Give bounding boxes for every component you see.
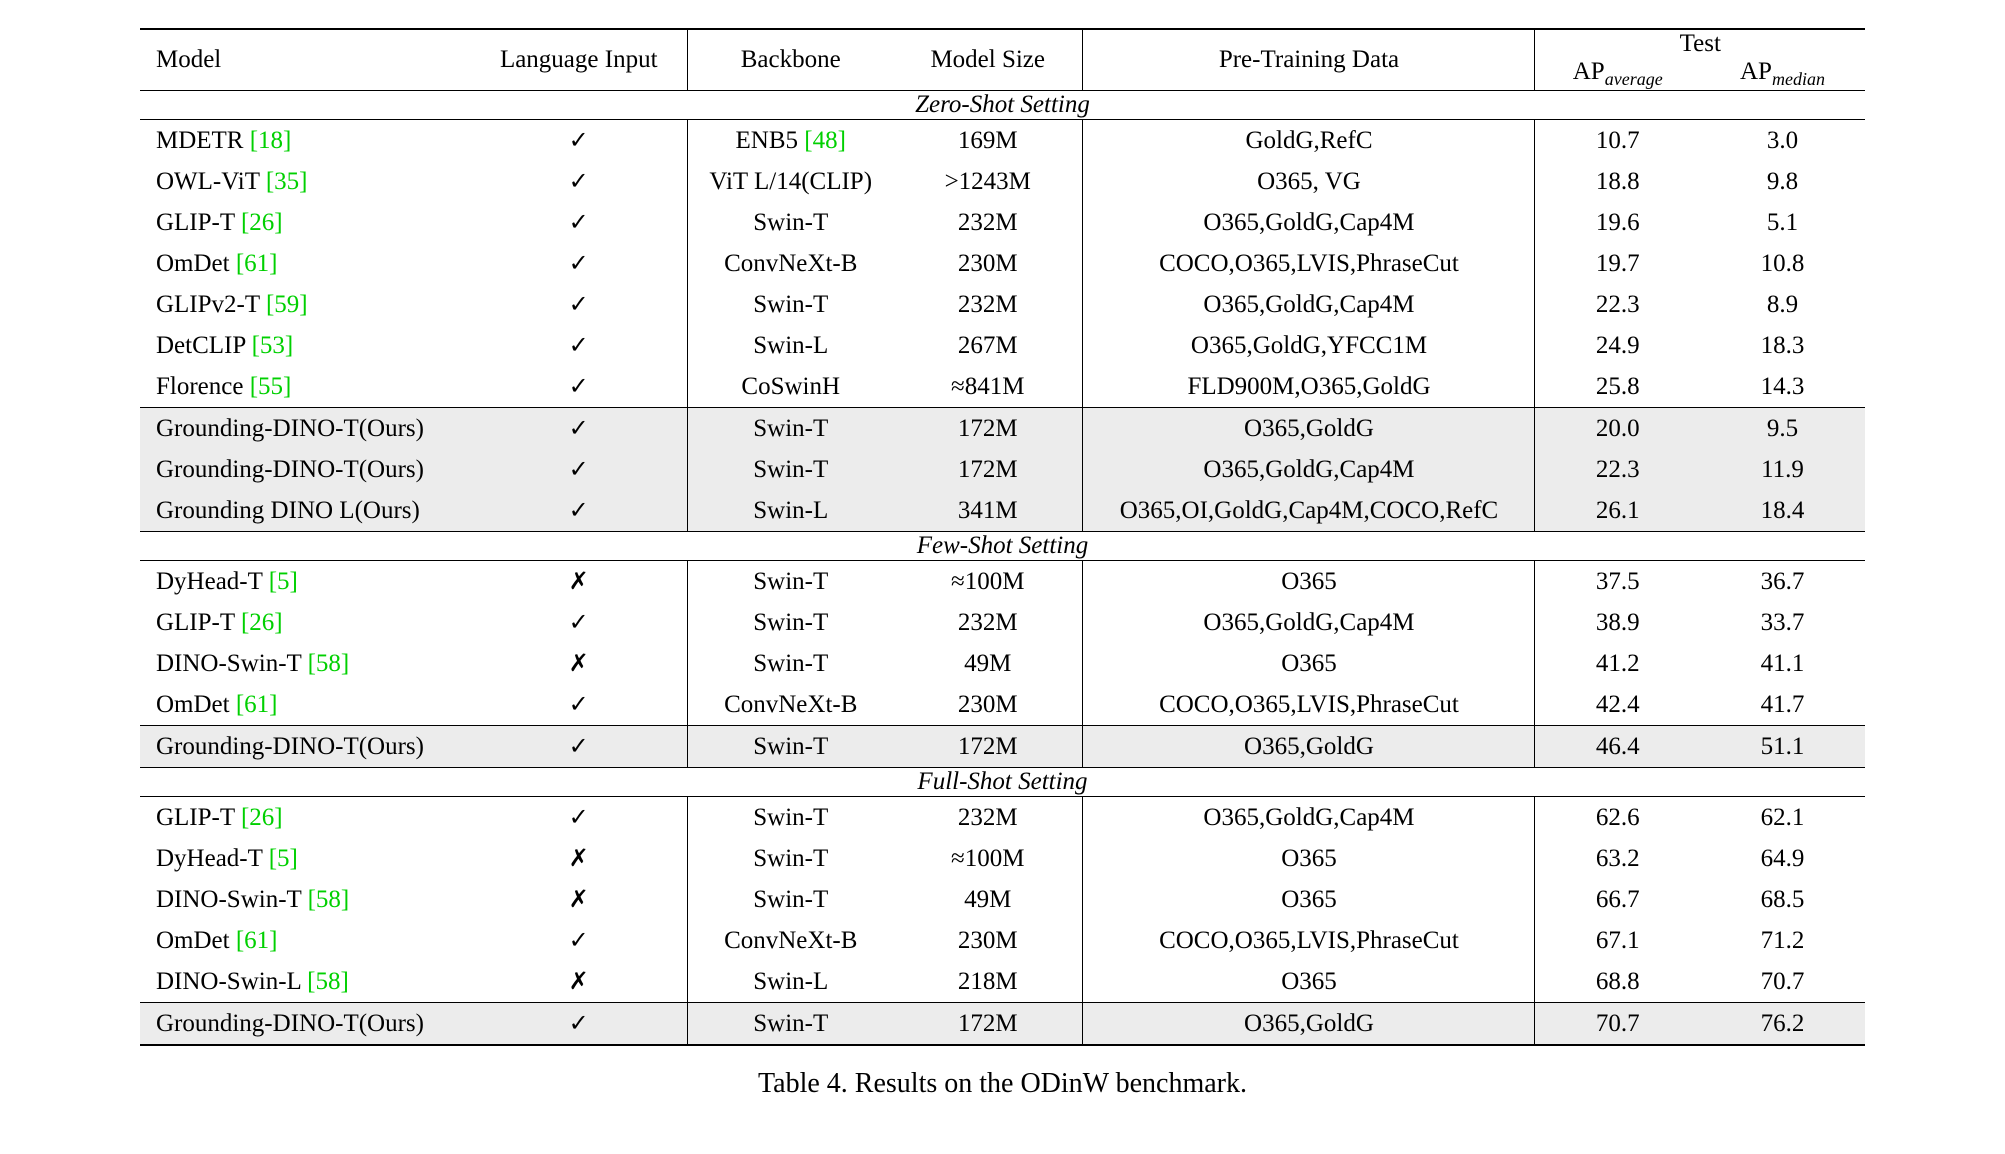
cell-model-size: 172M <box>893 726 1083 768</box>
cell-backbone: Swin-T <box>688 408 893 450</box>
cell-ap-median: 8.9 <box>1766 290 1799 318</box>
table-row <box>140 920 1865 961</box>
cell-ap-median: 18.3 <box>1760 331 1805 359</box>
cell-language-input <box>470 961 688 1003</box>
table-row <box>140 120 1865 162</box>
cell-pretraining-data: COCO,O365,LVIS,PhraseCut <box>1083 243 1535 284</box>
cell-pretraining-data: O365 <box>1083 561 1535 603</box>
cross-icon: ✗ <box>568 846 589 872</box>
table-row <box>140 325 1865 366</box>
cross-icon: ✗ <box>568 569 589 595</box>
cell-model: GLIPv2-T [59] <box>155 290 308 318</box>
cell-ap-average: 68.8 <box>1535 961 1700 1003</box>
cell-language-input <box>470 684 688 726</box>
cell-backbone: Swin-T <box>688 643 893 684</box>
cell-backbone: Swin-L <box>688 490 893 532</box>
check-icon: ✓ <box>568 692 589 718</box>
cell-language-input <box>470 797 688 839</box>
cell-language-input <box>470 120 688 162</box>
cell-language-input <box>470 1003 688 1045</box>
cell-ap-average: 25.8 <box>1535 366 1700 408</box>
cell-backbone: CoSwinH <box>688 366 893 408</box>
cell-ap-median: 62.1 <box>1700 797 1865 839</box>
cell-pretraining-data: O365,GoldG,Cap4M <box>1083 602 1535 643</box>
cell-ap-average: 18.8 <box>1535 161 1700 202</box>
table-row <box>140 243 1865 284</box>
cell-model: GLIP-T [26] <box>155 608 283 636</box>
check-icon: ✓ <box>568 928 589 954</box>
cell-ap-median: 64.9 <box>1760 844 1805 872</box>
cell-backbone: Swin-T <box>688 838 893 879</box>
cell-language-input <box>470 161 688 202</box>
cell-model-size: 49M <box>964 885 1012 913</box>
cell-backbone: Swin-T <box>688 284 893 325</box>
cell-ap-average: 66.7 <box>1535 879 1700 920</box>
cell-language-input <box>470 284 688 325</box>
table-header-row <box>140 29 1865 58</box>
cell-pretraining-data: O365 <box>1083 879 1535 920</box>
cell-ap-average: 42.4 <box>1535 684 1700 726</box>
cell-model-size: 169M <box>893 120 1083 162</box>
cell-ap-median: 33.7 <box>1760 608 1805 636</box>
table-row <box>140 366 1865 408</box>
cell-backbone: ConvNeXt-B <box>688 920 893 961</box>
cell-ap-average: 20.0 <box>1535 408 1700 450</box>
check-icon: ✓ <box>568 610 589 636</box>
cell-ap-average: 19.6 <box>1535 202 1700 243</box>
cell-pretraining-data: O365,GoldG,Cap4M <box>1083 284 1535 325</box>
cell-model: DINO-Swin-T [58] <box>155 649 350 677</box>
cell-backbone: Swin-T <box>688 202 893 243</box>
cell-model: Grounding-DINO-T(Ours) <box>140 449 470 490</box>
cell-ap-median: 3.0 <box>1700 120 1865 162</box>
check-icon: ✓ <box>568 292 589 318</box>
cell-model-size: ≈100M <box>951 844 1025 872</box>
cell-pretraining-data: O365,GoldG <box>1083 1003 1535 1045</box>
check-icon: ✓ <box>568 805 589 831</box>
cell-ap-average: 67.1 <box>1535 920 1700 961</box>
table-row <box>140 961 1865 1003</box>
check-icon: ✓ <box>568 251 589 277</box>
cell-model: DetCLIP [53] <box>155 331 294 359</box>
cell-ap-median: 18.4 <box>1700 490 1865 532</box>
cell-language-input <box>470 408 688 450</box>
cell-pretraining-data: O365 <box>1083 838 1535 879</box>
cell-model: MDETR [18] <box>140 120 470 162</box>
cell-language-input <box>470 879 688 920</box>
check-icon: ✓ <box>568 333 589 359</box>
cell-pretraining-data: O365,GoldG,YFCC1M <box>1083 325 1535 366</box>
cell-language-input <box>470 449 688 490</box>
cell-language-input <box>470 202 688 243</box>
section-title: Full-Shot Setting <box>140 768 1865 797</box>
cell-ap-average: 37.5 <box>1535 561 1700 603</box>
table-row <box>140 602 1865 643</box>
table-row <box>140 797 1865 839</box>
cell-ap-median: 36.7 <box>1700 561 1865 603</box>
cell-backbone: Swin-T <box>688 561 893 603</box>
table-row <box>140 1003 1865 1045</box>
table-row <box>140 202 1865 243</box>
cell-model-size: 172M <box>893 1003 1083 1045</box>
cell-model: OmDet [61] <box>155 926 278 954</box>
section-header-row <box>140 768 1865 797</box>
cell-backbone: Swin-T <box>688 449 893 490</box>
cell-model: Grounding-DINO-T(Ours) <box>140 726 470 768</box>
cell-model: GLIP-T [26] <box>155 208 283 236</box>
cell-pretraining-data: GoldG,RefC <box>1083 120 1535 162</box>
cell-ap-median: 11.9 <box>1700 449 1865 490</box>
table-bottom-rule <box>140 1044 1865 1045</box>
table-row <box>140 449 1865 490</box>
check-icon: ✓ <box>568 1011 589 1037</box>
table-row <box>140 838 1865 879</box>
check-icon: ✓ <box>568 457 589 483</box>
check-icon: ✓ <box>568 210 589 236</box>
cell-backbone: ENB5 [48] <box>688 120 893 162</box>
cell-backbone: Swin-T <box>688 726 893 768</box>
cell-pretraining-data: O365,GoldG,Cap4M <box>1083 797 1535 839</box>
cell-model-size: 267M <box>957 331 1018 359</box>
cell-model: Florence [55] <box>155 372 292 400</box>
cell-ap-median: 71.2 <box>1760 926 1805 954</box>
results-table-body <box>140 29 1865 1045</box>
results-table <box>140 28 1865 1046</box>
cell-pretraining-data: O365 <box>1083 643 1535 684</box>
cell-pretraining-data: FLD900M,O365,GoldG <box>1083 366 1535 408</box>
header-backbone: Backbone <box>688 29 893 91</box>
cell-language-input <box>470 920 688 961</box>
cell-ap-average: 10.7 <box>1535 120 1700 162</box>
cell-model: Grounding-DINO-T(Ours) <box>140 1003 470 1045</box>
table-row <box>140 879 1865 920</box>
table-row <box>140 408 1865 450</box>
cell-ap-median: 5.1 <box>1766 208 1799 236</box>
cell-backbone: Swin-L <box>688 961 893 1003</box>
cell-ap-median: 76.2 <box>1700 1003 1865 1045</box>
cell-language-input <box>470 366 688 408</box>
table-row <box>140 561 1865 603</box>
cell-model-size: ≈841M <box>951 372 1025 400</box>
cell-model: Grounding DINO L(Ours) <box>140 490 470 532</box>
cell-ap-average: 24.9 <box>1535 325 1700 366</box>
header-model-size: Model Size <box>893 29 1083 91</box>
cell-language-input <box>470 561 688 603</box>
cell-ap-average: 62.6 <box>1535 797 1700 839</box>
section-title: Few-Shot Setting <box>140 532 1865 561</box>
cell-pretraining-data: COCO,O365,LVIS,PhraseCut <box>1083 684 1535 726</box>
cell-model: GLIP-T [26] <box>140 797 470 839</box>
table-row <box>140 726 1865 768</box>
header-pretraining-data: Pre-Training Data <box>1083 29 1535 91</box>
cell-ap-median: 70.7 <box>1760 967 1805 995</box>
table-row <box>140 643 1865 684</box>
cell-pretraining-data: O365,GoldG <box>1083 726 1535 768</box>
cell-model: DyHead-T [5] <box>140 561 470 603</box>
cell-language-input <box>470 602 688 643</box>
cell-ap-median: 9.5 <box>1700 408 1865 450</box>
cell-ap-median: 41.1 <box>1760 649 1805 677</box>
section-title: Zero-Shot Setting <box>140 91 1865 120</box>
cell-ap-median: 14.3 <box>1760 372 1805 400</box>
cell-backbone: Swin-T <box>688 797 893 839</box>
cell-language-input <box>470 838 688 879</box>
cross-icon: ✗ <box>568 651 589 677</box>
check-icon: ✓ <box>568 734 589 760</box>
cell-model-size: 218M <box>957 967 1018 995</box>
cell-model-size: 230M <box>957 690 1018 718</box>
cross-icon: ✗ <box>568 969 589 995</box>
cell-model-size: 230M <box>957 249 1018 277</box>
cell-pretraining-data: O365,GoldG,Cap4M <box>1083 449 1535 490</box>
cell-model-size: 341M <box>893 490 1083 532</box>
cell-model-size: 232M <box>957 290 1018 318</box>
table-row <box>140 284 1865 325</box>
cell-model-size: 232M <box>957 208 1018 236</box>
cell-model: DINO-Swin-L [58] <box>155 967 349 995</box>
table-row <box>140 161 1865 202</box>
cell-backbone: Swin-T <box>688 1003 893 1045</box>
cell-backbone: ConvNeXt-B <box>688 684 893 726</box>
cell-backbone: ConvNeXt-B <box>688 243 893 284</box>
cell-ap-median: 9.8 <box>1766 167 1799 195</box>
cell-model: DyHead-T [5] <box>155 844 298 872</box>
cell-language-input <box>470 726 688 768</box>
cell-ap-average: 26.1 <box>1535 490 1700 532</box>
cell-model-size: 232M <box>893 797 1083 839</box>
cell-pretraining-data: O365 <box>1083 961 1535 1003</box>
header-test-group: Test <box>1535 29 1865 58</box>
header-language-input: Language Input <box>470 29 688 91</box>
cell-language-input <box>470 243 688 284</box>
cell-pretraining-data: COCO,O365,LVIS,PhraseCut <box>1083 920 1535 961</box>
cross-icon: ✗ <box>568 887 589 913</box>
cell-ap-average: 70.7 <box>1535 1003 1700 1045</box>
cell-model: OmDet [61] <box>155 249 278 277</box>
cell-ap-median: 68.5 <box>1760 885 1805 913</box>
table-caption: Table 4. Results on the ODinW benchmark. <box>758 1068 1247 1099</box>
cell-ap-median: 51.1 <box>1700 726 1865 768</box>
cell-language-input <box>470 325 688 366</box>
check-icon: ✓ <box>568 128 589 154</box>
cell-model: OmDet [61] <box>155 690 278 718</box>
section-header-row <box>140 91 1865 120</box>
cell-backbone: Swin-T <box>688 879 893 920</box>
cell-model-size: 49M <box>964 649 1012 677</box>
cell-model-size: 172M <box>893 408 1083 450</box>
cell-pretraining-data: O365,GoldG <box>1083 408 1535 450</box>
cell-ap-median: 41.7 <box>1760 690 1805 718</box>
cell-ap-average: 46.4 <box>1535 726 1700 768</box>
cell-model-size: 230M <box>957 926 1018 954</box>
cell-pretraining-data: O365, VG <box>1083 161 1535 202</box>
table-row <box>140 490 1865 532</box>
cell-model-size: ≈100M <box>893 561 1083 603</box>
cell-backbone: Swin-L <box>688 325 893 366</box>
cell-model-size: 232M <box>957 608 1018 636</box>
check-icon: ✓ <box>568 498 589 524</box>
section-header-row <box>140 532 1865 561</box>
check-icon: ✓ <box>568 169 589 195</box>
cell-ap-average: 41.2 <box>1535 643 1700 684</box>
cell-ap-average: 63.2 <box>1535 838 1700 879</box>
cell-language-input <box>470 490 688 532</box>
cell-ap-average: 19.7 <box>1535 243 1700 284</box>
cell-backbone: ViT L/14(CLIP) <box>688 161 893 202</box>
cell-model: Grounding-DINO-T(Ours) <box>140 408 470 450</box>
header-ap-average: $AP_{average}$ <box>1535 58 1700 91</box>
table-row <box>140 684 1865 726</box>
check-icon: ✓ <box>568 416 589 442</box>
cell-model: OWL-ViT [35] <box>155 167 308 195</box>
cell-language-input <box>470 643 688 684</box>
cell-ap-average: 22.3 <box>1535 284 1700 325</box>
header-ap-median: $AP_{median}$ <box>1740 58 1825 89</box>
cell-ap-average: 38.9 <box>1535 602 1700 643</box>
header-model: Model <box>140 29 470 91</box>
cell-model: DINO-Swin-T [58] <box>155 885 350 913</box>
cell-pretraining-data: O365,OI,GoldG,Cap4M,COCO,RefC <box>1083 490 1535 532</box>
cell-pretraining-data: O365,GoldG,Cap4M <box>1083 202 1535 243</box>
cell-ap-median: 10.8 <box>1760 249 1805 277</box>
cell-model-size: 172M <box>893 449 1083 490</box>
cell-model-size: >1243M <box>944 167 1031 195</box>
cell-backbone: Swin-T <box>688 602 893 643</box>
check-icon: ✓ <box>568 374 589 400</box>
cell-ap-average: 22.3 <box>1535 449 1700 490</box>
